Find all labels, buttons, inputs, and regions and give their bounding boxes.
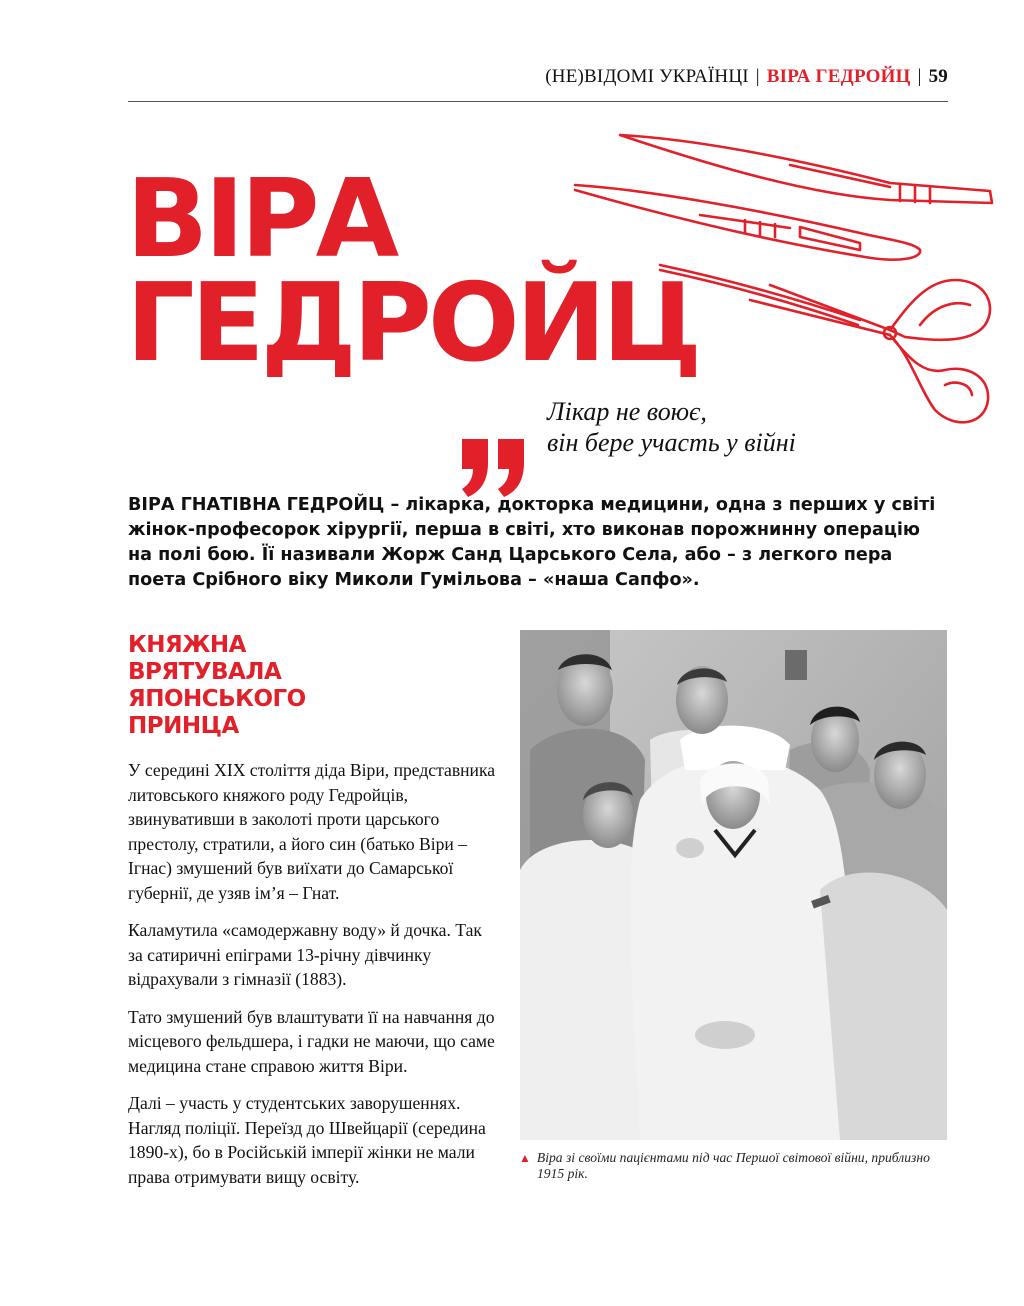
page-number: 59 xyxy=(928,66,948,87)
series-name: (НЕ)ВІДОМІ УКРАЇНЦІ xyxy=(545,66,749,87)
lead-paragraph: ВІРА ГНАТІВНА ГЕДРОЙЦ – лікарка, докторка медицини, одна з перших у світі жінок-професорок хірургії, перша в світі, хто виконав порожнинну операцію на полі бою. Її називали Жорж Санд Царського Села, або – з легкого пера поета Срібного віку Миколи Гумільова – «наша Сапфо». xyxy=(128,495,936,590)
article-title xyxy=(126,157,699,386)
body-paragraph: Тато змушений був влаштувати її на навчання до місцевого фельдшера, і гадки не маючи, що саме медицина стане справою життя Віри. xyxy=(128,1006,495,1076)
section-heading-line: ЯПОНСЬКОГО xyxy=(128,686,306,712)
section-heading xyxy=(128,632,306,740)
section-heading-line: ВРЯТУВАЛА xyxy=(128,659,282,685)
quote-line-1: Лікар не воює, xyxy=(547,397,707,426)
section-heading-line: КНЯЖНА xyxy=(128,632,246,658)
header-rule xyxy=(128,101,948,102)
caption-triangle-icon: ▲ xyxy=(519,1151,531,1165)
title-line-surname: ГЕДРОЙЦ xyxy=(126,261,699,386)
body-text-column xyxy=(128,758,500,1202)
body-paragraph: Каламутила «самодержавну воду» й дочка. Так за сатиричні епіграми 13-річну дівчинку відрахували з гімназії (1883). xyxy=(128,920,482,989)
title-line-first-name: ВІРА xyxy=(126,157,396,282)
header-person-name: ВІРА ГЕДРОЙЦ xyxy=(766,66,911,87)
quote-line-2: він бере участь у війні xyxy=(547,428,796,457)
header-separator: | xyxy=(917,66,922,87)
historical-group-photo xyxy=(520,630,947,1140)
body-paragraph: У середині XIX століття діда Віри, представника литовського княжого роду Гедройців, звинувативши в заколоті проти царського престолу, стратили, а його син (батько Віри – Ігнас) змушений був виїхати до Самарської губернії, де узяв ім’я – Гнат. xyxy=(128,760,496,903)
photo-caption xyxy=(519,1150,957,1182)
header-separator: | xyxy=(755,66,760,87)
caption-text: Віра зі своїми пацієнтами під час Першої світової війни, приблизно 1915 рік. xyxy=(536,1150,930,1181)
running-header xyxy=(545,66,948,88)
epigraph-quote xyxy=(547,396,796,458)
body-paragraph: Далі – участь у студентських заворушеннях. Нагляд поліції. Переїзд до Швейцарії (середина 1890-х), бо в Російській імперії жінки не мали права отримувати вищу освіту. xyxy=(128,1093,486,1187)
section-heading-line: ПРИНЦА xyxy=(128,713,239,739)
quote-mark-icon xyxy=(458,439,530,499)
